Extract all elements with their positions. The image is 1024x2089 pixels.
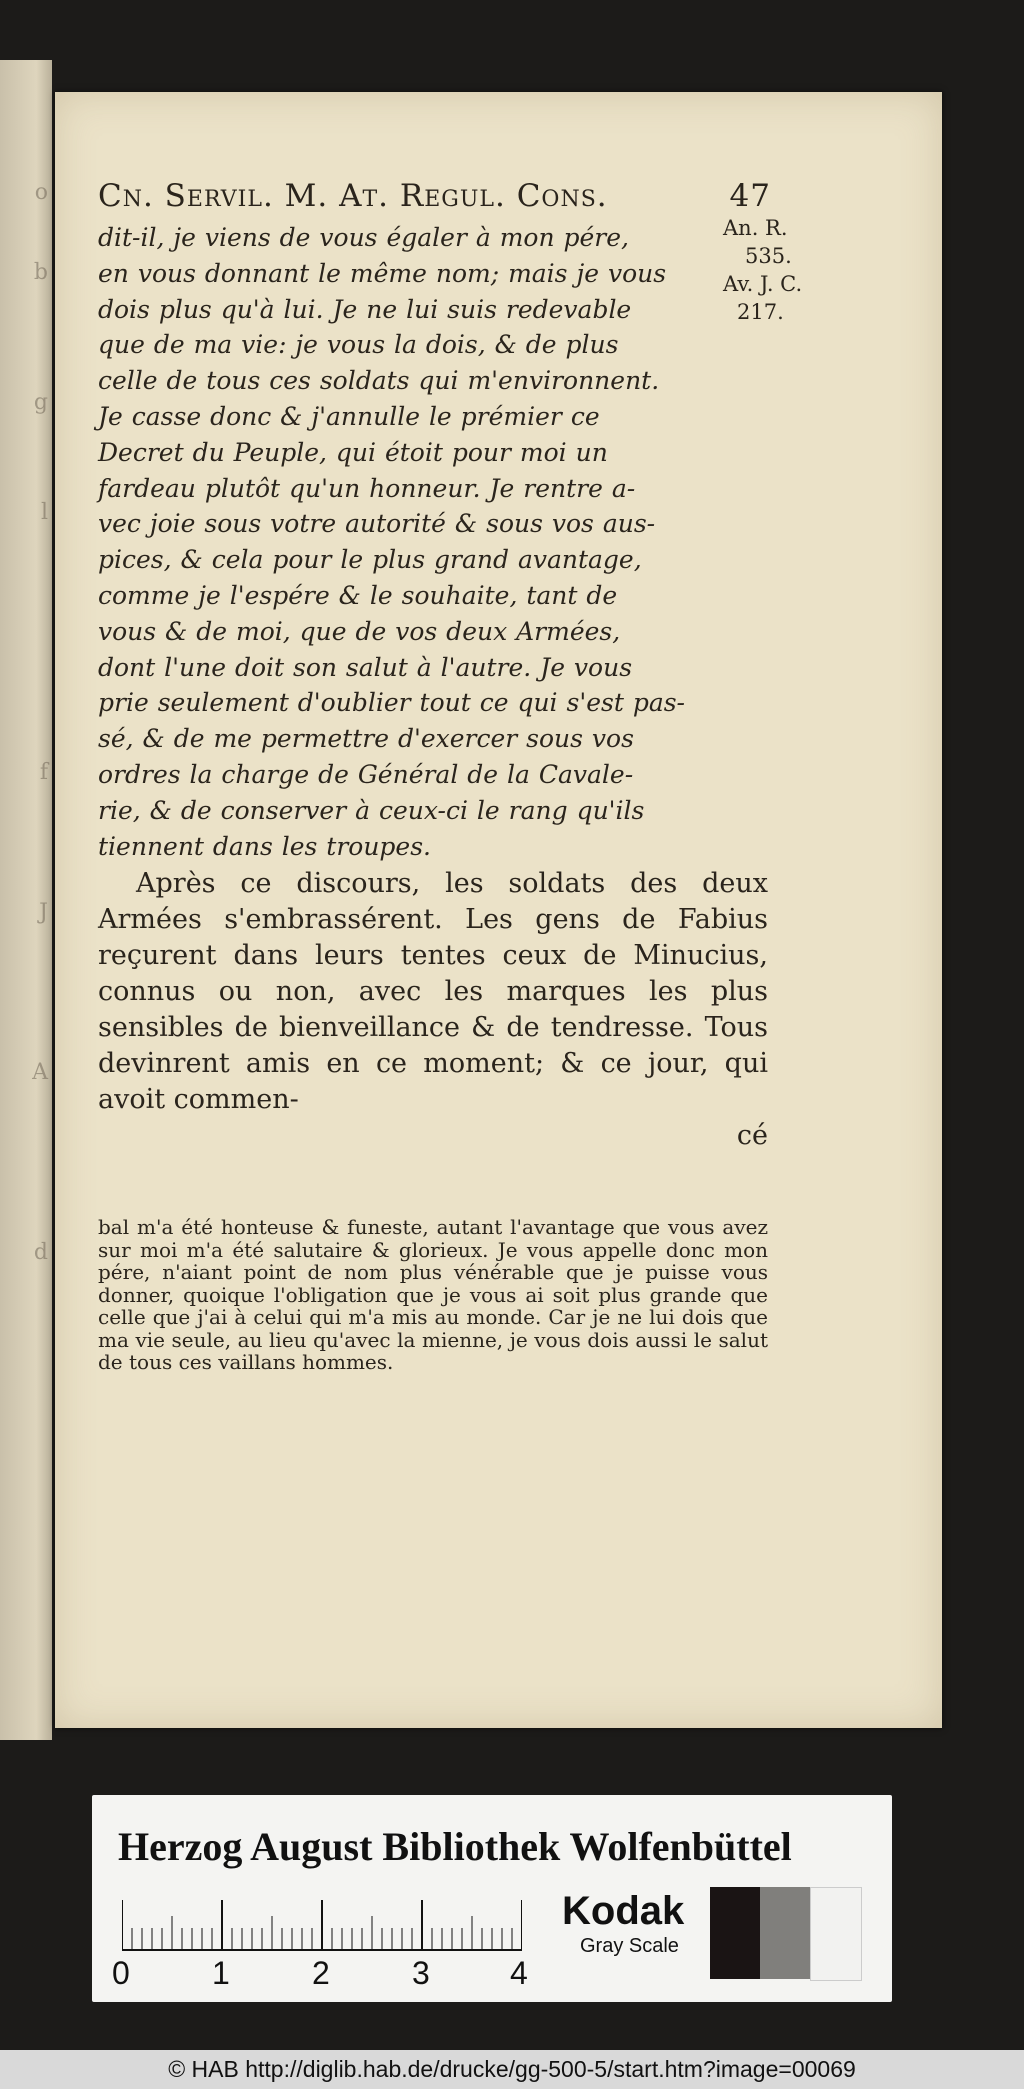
italic-line: comme je l'espére & le souhaite, tant de (98, 580, 618, 610)
italic-line: tiennent dans les troupes. (98, 831, 432, 861)
gray-scale-label: Gray Scale (580, 1935, 679, 1957)
gray-swatch-light (810, 1887, 862, 1981)
italic-line: rie, & de conserver à ceux-ci le rang qu'ils (98, 795, 645, 825)
ruler-label: 3 (412, 1955, 430, 1991)
ruler-label: 0 (112, 1955, 130, 1991)
ruler-label: 4 (510, 1955, 528, 1991)
main-text (98, 220, 768, 1154)
source-footer: © HAB http://diglib.hab.de/drucke/gg-500-5/start.htm?image=00069 (0, 2050, 1024, 2089)
italic-line: dit-il, je viens de vous égaler à mon pére, (98, 223, 629, 252)
italic-line: fardeau plutôt qu'un honneur. Je rentre a- (98, 473, 636, 503)
ruler-label: 1 (212, 1955, 230, 1991)
facing-page-edge: o b g l f J A d (0, 60, 52, 1740)
running-header (98, 178, 771, 214)
catchword: cé (736, 1120, 768, 1152)
italic-line: sé, & de me permettre d'exercer sous vos (98, 724, 634, 754)
margin-line: 535. (745, 244, 792, 268)
italic-line: que de ma vie: je vous la dois, & de plus (98, 330, 619, 360)
ruler-label: 2 (312, 1955, 330, 1991)
margin-line: Av. J. C. (723, 272, 803, 296)
italic-line: dois plus qu'à lui. Je ne lui suis redevable (98, 294, 632, 324)
running-head-title: Cn. Servil. M. At. Regul. Cons. (98, 178, 608, 214)
body-paragraph: Après ce discours, les soldats des deux Armées s'embrassérent. Les gens de Fabius reçurent dans leurs tentes ceux de Minucius, connus ou non, avec les marques les plus sensibles de bienveillance & de tendresse. Tous devinrent amis en ce moment; & ce jour, qui avoit commen- (98, 868, 768, 1116)
page-number: 47 (729, 178, 771, 214)
library-name: Herzog August Bibliothek Wolfenbüttel (118, 1824, 792, 1869)
italic-line: Decret du Peuple, qui étoit pour moi un (98, 437, 608, 467)
italic-line: dont l'une doit son salut à l'autre. Je vous (98, 652, 633, 682)
italic-line: prie seulement d'oublier tout ce qui s'est pas- (98, 688, 686, 718)
margin-line: 217. (737, 300, 784, 324)
italic-line: Je casse donc & j'annulle le prémier ce (98, 401, 600, 431)
gray-swatch-mid (760, 1887, 810, 1979)
italic-line: pices, & cela pour le plus grand avantage, (98, 545, 642, 575)
margin-line: An. R. (723, 216, 788, 240)
italic-line: celle de tous ces soldats qui m'environnent. (98, 366, 660, 396)
gray-swatch-dark (710, 1887, 760, 1979)
italic-line: en vous donnant le même nom; mais je vous (98, 258, 667, 288)
footnote: bal m'a été honteuse & funeste, autant l'avantage que vous avez sur moi m'a été salutaire & glorieux. Je vous appelle donc mon pére, n'aiant point de nom plus vénérable que je puisse vous donner, quoique l'obligation que je vous ai soit plus grande que celle que j'ai à celui qui m'a mis au monde. Car je ne lui dois que ma vie seule, au lieu qu'avec la mienne, je vous dois aussi le salut de tous ces vaillans hommes. (98, 1215, 768, 1374)
italic-line: vec joie sous votre autorité & sous vos aus- (98, 509, 656, 539)
italic-line: ordres la charge de Général de la Cavale- (98, 759, 634, 789)
italic-line: vous & de moi, que de vos deux Armées, (98, 616, 621, 646)
ruler-icon (122, 1895, 522, 1955)
kodak-logo: Kodak (562, 1889, 685, 1933)
book-page (55, 92, 942, 1728)
library-color-scale-card (92, 1795, 892, 2002)
